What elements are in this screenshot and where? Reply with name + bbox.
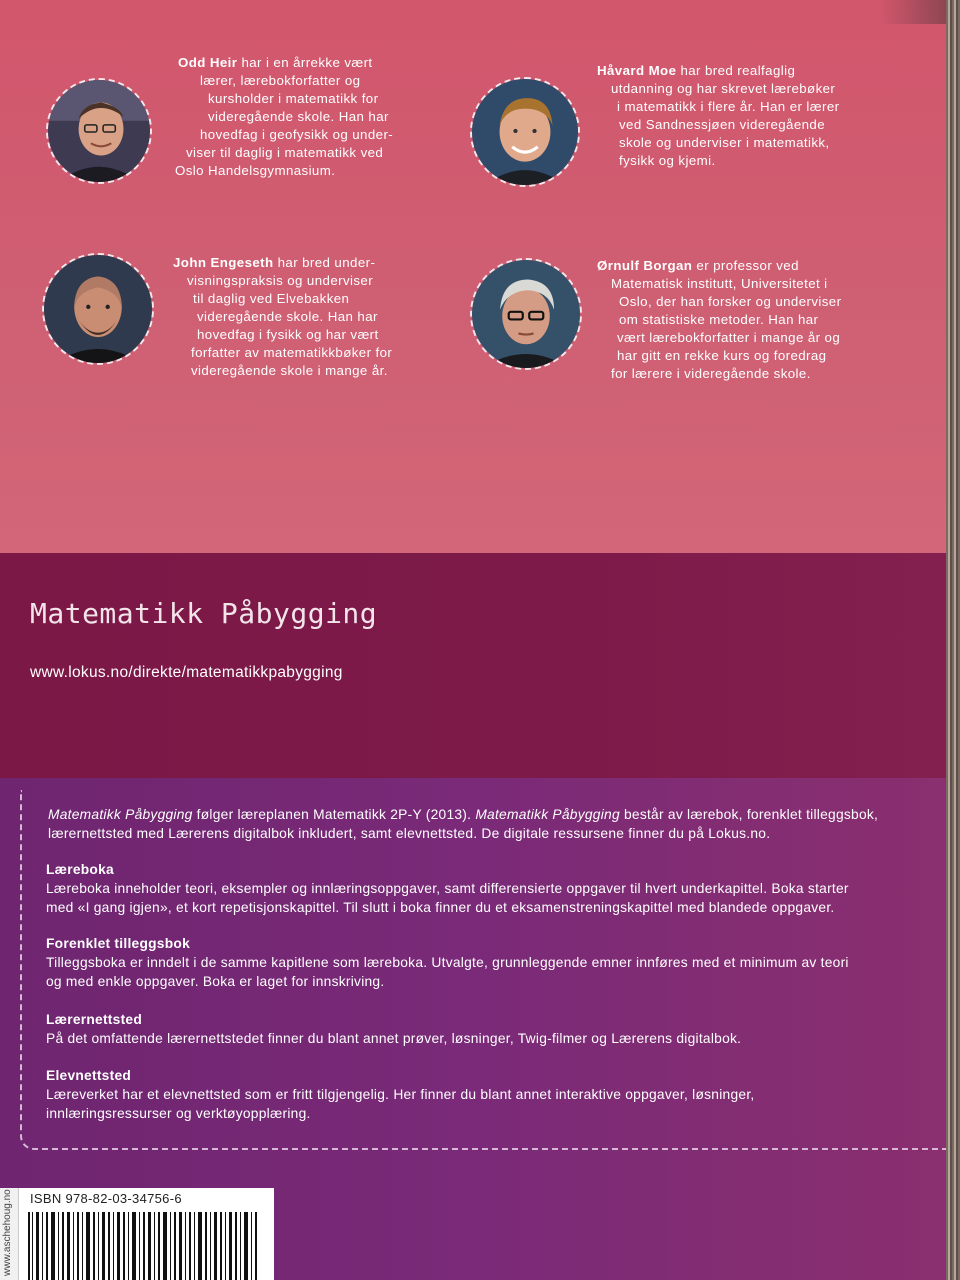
bio-line: om statistiske metoder. Han har	[619, 312, 819, 327]
portrait-odd-heir-image	[48, 80, 150, 182]
bio-line: til daglig ved Elvebakken	[193, 291, 350, 306]
book-title: Matematikk Påbygging	[30, 597, 378, 630]
bio-john-engeseth	[173, 254, 392, 380]
section-heading: Forenklet tilleggsbok	[46, 936, 191, 951]
section-line: På det omfattende lærernettstedet finner du blant annet prøver, løsninger, Twig-filmer og Lærerens digitalbok.	[46, 1031, 742, 1046]
bio-line: viser til daglig i matematikk ved	[186, 145, 384, 160]
bio-line: skole og underviser i matematikk,	[619, 135, 830, 150]
publisher-spine-strip	[0, 1188, 19, 1280]
portrait-havard-moe	[470, 77, 580, 187]
bio-line: i matematikk i flere år. Han er lærer	[617, 99, 840, 114]
bio-line: kursholder i matematikk for	[208, 91, 379, 106]
author-name: John Engeseth	[173, 255, 274, 270]
portrait-john-engeseth-image	[44, 255, 152, 363]
bio-line: har gitt en rekke kurs og foredrag	[617, 348, 827, 363]
intro-fragment: følger læreplanen Matematikk 2P-Y (2013).	[192, 807, 476, 822]
bio-line: er professor ved	[692, 258, 799, 273]
bio-line: har bred under-	[273, 255, 376, 270]
bio-line: videregående skole i mange år.	[191, 363, 388, 378]
section-elevnettsted	[46, 1066, 754, 1123]
photo-shadow	[880, 0, 946, 24]
section-heading: Lærernettsted	[46, 1012, 143, 1027]
bio-line: lærer, lærebokforfatter og	[200, 73, 361, 88]
bio-line: hovedfag i geofysikk og under-	[200, 127, 394, 142]
author-name: Odd Heir	[178, 55, 238, 70]
bio-line: videregående skole. Han har	[197, 309, 378, 324]
bio-odd-heir	[175, 54, 394, 180]
bio-havard-moe	[597, 62, 839, 170]
section-larernettsted	[46, 1010, 741, 1048]
bio-line: har bred realfaglig	[676, 63, 796, 78]
bio-line: ved Sandnessjøen videregående	[619, 117, 826, 132]
book-title-inline: Matematikk Påbygging	[48, 807, 193, 822]
book-url: www.lokus.no/direkte/matematikkpabygging	[30, 664, 343, 681]
section-line: Tilleggsboka er inndelt i de samme kapitlene som læreboka. Utvalgte, grunnleggende emner innføres med et minimum av teori	[46, 955, 849, 970]
section-line: med «I gang igjen», et kort repetisjonskapittel. Til slutt i boka finner du et eksamenstreningskapittel med blandede oppgaver.	[46, 900, 835, 915]
bio-line: har i en årrekke vært	[237, 55, 373, 70]
bio-line: hovedfag i fysikk og har vært	[197, 327, 379, 342]
section-line: Læreboka inneholder teori, eksempler og innlæringsoppgaver, samt differensierte oppgaver til hvert underkapittel. Boka starter	[46, 881, 849, 896]
bio-line: Matematisk institutt, Universitetet i	[611, 276, 828, 291]
intro-text	[48, 805, 878, 843]
bio-line: vært lærebokforfatter i mange år og	[617, 330, 841, 345]
section-line: Læreverket har et elevnettsted som er fritt tilgjengelig. Her finner du blant annet interaktive oppgaver, løsninger,	[46, 1087, 755, 1102]
section-lareboka	[46, 860, 849, 917]
section-line: innlæringsressurser og verktøyopplæring.	[46, 1106, 311, 1121]
bio-ornulf-borgan	[597, 257, 841, 383]
author-name: Håvard Moe	[597, 63, 677, 78]
bio-line: Oslo, der han forsker og underviser	[619, 294, 842, 309]
barcode-icon	[24, 1212, 264, 1280]
bio-line: videregående skole. Han har	[208, 109, 389, 124]
section-tilleggsbok	[46, 934, 849, 991]
portrait-havard-moe-image	[472, 79, 578, 185]
isbn-number: ISBN 978-82-03-34756-6	[30, 1191, 182, 1206]
bio-line: forfatter av matematikkbøker for	[191, 345, 393, 360]
intro-fragment: består av lærebok, forenklet tilleggsbok,	[619, 807, 879, 822]
page-edges	[946, 0, 960, 1280]
bio-line: visningspraksis og underviser	[187, 273, 374, 288]
portrait-ornulf-borgan-image	[472, 260, 580, 368]
intro-line: lærernettsted med Lærerens digitalbok inkludert, samt elevnettsted. De digitale ressursene finner du på Lokus.no.	[48, 826, 771, 841]
portrait-ornulf-borgan	[470, 258, 582, 370]
section-line: og med enkle oppgaver. Boka er laget for innskriving.	[46, 974, 385, 989]
section-heading: Læreboka	[46, 862, 114, 877]
portrait-john-engeseth	[42, 253, 154, 365]
bio-line: for lærere i videregående skole.	[611, 366, 811, 381]
bio-line: fysikk og kjemi.	[619, 153, 716, 168]
section-heading: Elevnettsted	[46, 1068, 132, 1083]
publisher-url: www.aschehoug.no	[2, 1189, 13, 1276]
bio-line: Oslo Handelsgymnasium.	[175, 163, 336, 178]
portrait-odd-heir	[46, 78, 152, 184]
book-title-inline: Matematikk Påbygging	[475, 807, 620, 822]
bio-line: utdanning og har skrevet lærebøker	[611, 81, 836, 96]
author-name: Ørnulf Borgan	[597, 258, 693, 273]
